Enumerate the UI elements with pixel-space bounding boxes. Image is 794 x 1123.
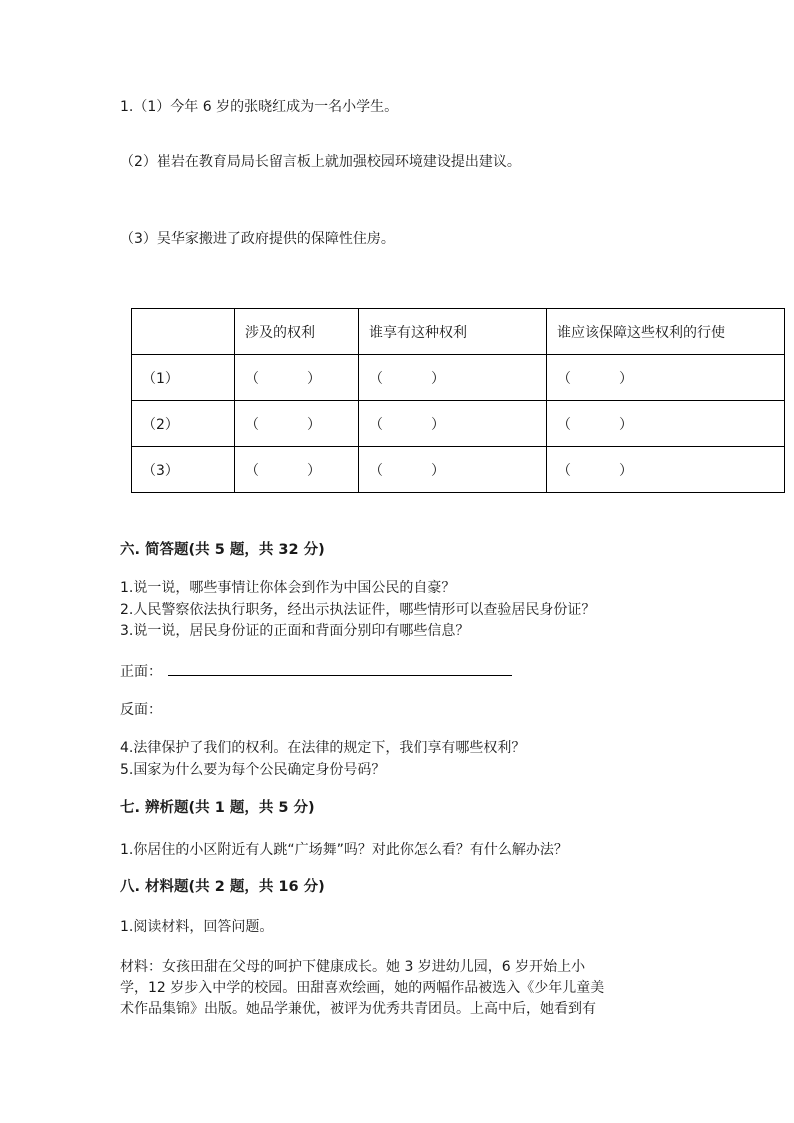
table-row (132, 355, 785, 401)
table-header-cell: 谁享有这种权利 (359, 309, 547, 355)
id-front-row (120, 661, 512, 682)
section-8-title: 八. 材料题(共 2 题，共 16 分) (120, 879, 325, 895)
question-7-1: 1.你居住的小区附近有人跳“广场舞”吗？对此你怎么看？有什么解办法？ (120, 842, 568, 858)
question-6-3: 3.说一说，居民身份证的正面和背面分别印有哪些信息？ (120, 623, 470, 639)
id-back-label: 反面： (120, 702, 162, 718)
answer-blank[interactable]: （ ） (359, 401, 547, 447)
answer-blank[interactable]: （ ） (359, 355, 547, 401)
id-front-label: 正面： (120, 664, 162, 680)
table-row (132, 447, 785, 493)
row-label: （3） (132, 447, 235, 493)
table-header-cell: 谁应该保障这些权利的行使 (547, 309, 785, 355)
answer-blank[interactable]: （ ） (235, 447, 359, 493)
question-6-2: 2.人民警察依法执行职务，经出示执法证件，哪些情形可以查验居民身份证？ (120, 602, 596, 618)
answer-blank[interactable]: （ ） (235, 401, 359, 447)
question-6-1: 1.说一说，哪些事情让你体会到作为中国公民的自豪？ (120, 580, 456, 596)
table-row (132, 401, 785, 447)
answer-blank[interactable]: （ ） (359, 447, 547, 493)
table-header-row (132, 309, 785, 355)
scenario-3: （3）吴华家搬进了政府提供的保障性住房。 (120, 231, 395, 247)
answer-blank[interactable]: （ ） (547, 355, 785, 401)
row-label: （1） (132, 355, 235, 401)
table-header-cell: 涉及的权利 (235, 309, 359, 355)
scenario-2: （2）崔岩在教育局局长留言板上就加强校园环境建设提出建议。 (120, 154, 521, 170)
section-6-title: 六. 简答题(共 5 题，共 32 分) (120, 542, 325, 558)
question-8-1: 1.阅读材料，回答问题。 (120, 919, 274, 935)
section-7-title: 七. 辨析题(共 1 题，共 5 分) (120, 800, 315, 816)
rights-table (131, 308, 785, 493)
question-6-5: 5.国家为什么要为每个公民确定身份号码？ (120, 762, 386, 778)
answer-line[interactable] (168, 661, 512, 676)
answer-blank[interactable]: （ ） (547, 401, 785, 447)
row-label: （2） (132, 401, 235, 447)
material-line-1: 材料：女孩田甜在父母的呵护下健康成长。她 3 岁进幼儿园，6 岁开始上小 (120, 959, 586, 975)
answer-blank[interactable]: （ ） (547, 447, 785, 493)
material-line-3: 术作品集锦》出版。她品学兼优，被评为优秀共青团员。上高中后，她看到有 (120, 1001, 596, 1017)
scenario-1: 1.（1）今年 6 岁的张晓红成为一名小学生。 (120, 99, 399, 115)
question-6-4: 4.法律保护了我们的权利。在法律的规定下，我们享有哪些权利？ (120, 740, 526, 756)
material-line-2: 学，12 岁步入中学的校园。田甜喜欢绘画，她的两幅作品被选入《少年儿童美 (120, 980, 605, 996)
table-header-cell (132, 309, 235, 355)
answer-blank[interactable]: （ ） (235, 355, 359, 401)
